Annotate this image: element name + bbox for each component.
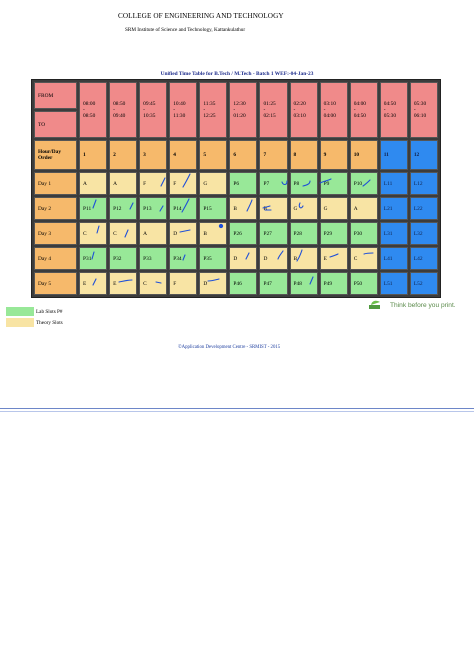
slot-to: 06:10 xyxy=(413,113,427,119)
slot-sep: - xyxy=(293,107,296,113)
slot-cell: P14 xyxy=(169,197,197,220)
slot-cell: E xyxy=(109,272,137,295)
slot-cell: L51 xyxy=(380,272,408,295)
slot-cell: P12 xyxy=(109,197,137,220)
slot-sep: - xyxy=(173,107,176,113)
slot-to: 12:25 xyxy=(203,113,216,119)
slot-cell: P13 xyxy=(139,197,167,220)
slot-cell: P31 xyxy=(79,247,107,270)
slot-cell: C xyxy=(109,222,137,245)
college-title: COLLEGE OF ENGINEERING AND TECHNOLOGY xyxy=(118,12,284,20)
slot-cell: P29 xyxy=(320,222,348,245)
slot-to: 10:35 xyxy=(143,113,156,119)
from-row xyxy=(34,82,438,109)
day-row xyxy=(34,222,438,245)
slot-sep: - xyxy=(383,107,386,113)
slot-cell: C xyxy=(139,272,167,295)
slot-cell: P30 xyxy=(350,222,378,245)
slot-cell: D xyxy=(229,247,257,270)
slot-from: 02:20 xyxy=(293,101,306,107)
slot-time-cell xyxy=(139,82,167,138)
timetable xyxy=(31,79,441,298)
slot-time-cell xyxy=(259,82,287,138)
day-label: Day 4 xyxy=(34,247,77,270)
from-label: FROM xyxy=(34,82,77,109)
slot-sep: - xyxy=(413,107,416,113)
slot-from: 11:35 xyxy=(203,101,216,107)
slot-cell: B xyxy=(259,197,287,220)
slot-cell: P8 xyxy=(290,172,318,195)
slot-cell: P9 xyxy=(320,172,348,195)
footer-credit: ©Application Development Centre - SRMIST - 2015 xyxy=(178,345,281,350)
slot-cell: P27 xyxy=(259,222,287,245)
slot-cell: F xyxy=(139,172,167,195)
day-row xyxy=(34,197,438,220)
order-number: 7 xyxy=(259,140,287,170)
order-number: 12 xyxy=(410,140,438,170)
slot-cell: P46 xyxy=(229,272,257,295)
order-number: 9 xyxy=(320,140,348,170)
slot-cell: L12 xyxy=(410,172,438,195)
theory-slot-swatch xyxy=(6,318,34,327)
slot-cell: B xyxy=(290,247,318,270)
day-row xyxy=(34,247,438,270)
slot-cell: P28 xyxy=(290,222,318,245)
order-number: 5 xyxy=(199,140,227,170)
slot-cell: P10 xyxy=(350,172,378,195)
slot-to: 08:50 xyxy=(83,113,96,119)
slot-sep: - xyxy=(83,107,85,113)
slot-cell: P33 xyxy=(139,247,167,270)
slot-time-cell xyxy=(380,82,408,138)
order-number: 1 xyxy=(79,140,107,170)
slot-time-cell xyxy=(199,82,227,138)
timetable-title: Unified Time Table for B.Tech / M.Tech - Batch 1 WEF:-04-Jan-23 xyxy=(160,71,314,77)
slot-to: 03:10 xyxy=(293,113,306,119)
slot-cell: L32 xyxy=(410,222,438,245)
slot-cell: P48 xyxy=(290,272,318,295)
think-text: Think before you print. xyxy=(390,302,456,309)
slot-from: 09:45 xyxy=(143,101,156,107)
theory-slot-label: Theory Slots xyxy=(36,320,63,326)
day-label: Day 3 xyxy=(34,222,77,245)
slot-cell: B xyxy=(199,222,227,245)
slot-time-cell xyxy=(229,82,257,138)
slot-time-cell xyxy=(109,82,137,138)
order-number: 4 xyxy=(169,140,197,170)
slot-cell: C xyxy=(79,222,107,245)
day-row xyxy=(34,272,438,295)
slot-cell: P47 xyxy=(259,272,287,295)
slot-cell: G xyxy=(199,172,227,195)
slot-to: 05:30 xyxy=(383,113,397,119)
slot-from: 12:30 xyxy=(233,101,246,107)
slot-cell: P34 xyxy=(169,247,197,270)
order-number: 6 xyxy=(229,140,257,170)
slot-cell: F xyxy=(169,172,197,195)
order-label: Hour/Day Order xyxy=(34,140,77,170)
slot-cell: P15 xyxy=(199,197,227,220)
slot-cell: L31 xyxy=(380,222,408,245)
slot-from: 10:40 xyxy=(173,101,186,107)
slot-cell: L42 xyxy=(410,247,438,270)
slot-time-cell xyxy=(410,82,438,138)
slot-cell: P49 xyxy=(320,272,348,295)
slot-sep: - xyxy=(233,107,236,113)
slot-cell: G xyxy=(320,197,348,220)
slot-cell: E xyxy=(320,247,348,270)
order-number: 2 xyxy=(109,140,137,170)
slot-cell: A xyxy=(109,172,137,195)
slot-from: 01:25 xyxy=(263,101,276,107)
slot-cell: P50 xyxy=(350,272,378,295)
slot-cell: F xyxy=(169,272,197,295)
slot-cell: A xyxy=(79,172,107,195)
slot-to: 09:40 xyxy=(113,113,126,119)
slot-to: 11:30 xyxy=(173,113,186,119)
order-number: 11 xyxy=(380,140,408,170)
slot-time-cell xyxy=(290,82,318,138)
order-number: 8 xyxy=(290,140,318,170)
slot-cell: A xyxy=(139,222,167,245)
slot-cell: P35 xyxy=(199,247,227,270)
order-number: 3 xyxy=(139,140,167,170)
slot-to: 02:15 xyxy=(263,113,276,119)
slot-sep: - xyxy=(143,107,145,113)
slot-cell: A xyxy=(350,197,378,220)
slot-cell: C xyxy=(350,247,378,270)
slot-cell: D xyxy=(199,272,227,295)
slot-cell: P32 xyxy=(109,247,137,270)
slot-cell: G xyxy=(290,197,318,220)
page-divider xyxy=(0,408,474,409)
slot-from: 04:00 xyxy=(353,101,366,107)
order-row xyxy=(34,140,438,170)
page-divider-shadow xyxy=(0,411,474,412)
slot-from: 03:10 xyxy=(323,101,336,107)
slot-time-cell xyxy=(79,82,107,138)
slot-from: 08:50 xyxy=(113,101,126,107)
slot-cell: L52 xyxy=(410,272,438,295)
lab-slot-label: Lab Slots P# xyxy=(36,309,63,315)
slot-sep: - xyxy=(353,107,356,113)
institute-name: SRM Institute of Science and Technology, Kattankulathur xyxy=(125,27,246,33)
day-label: Day 1 xyxy=(34,172,77,195)
slot-sep: - xyxy=(113,107,115,113)
slot-cell: P7 xyxy=(259,172,287,195)
to-label: TO xyxy=(34,111,77,138)
slot-time-cell xyxy=(169,82,197,138)
slot-sep: - xyxy=(203,107,206,113)
slot-cell: L22 xyxy=(410,197,438,220)
slot-cell: P11 xyxy=(79,197,107,220)
slot-cell: L21 xyxy=(380,197,408,220)
slot-cell: P26 xyxy=(229,222,257,245)
printer-leaf-icon xyxy=(368,300,384,310)
slot-from: 04:50 xyxy=(383,101,397,107)
slot-cell: D xyxy=(259,247,287,270)
slot-time-cell xyxy=(320,82,348,138)
slot-cell: B xyxy=(229,197,257,220)
slot-to: 01:20 xyxy=(233,113,246,119)
slot-from: 08:00 xyxy=(83,101,96,107)
day-label: Day 5 xyxy=(34,272,77,295)
slot-to: 04:50 xyxy=(353,113,366,119)
slot-from: 05:30 xyxy=(413,101,427,107)
slot-cell: L41 xyxy=(380,247,408,270)
lab-slot-swatch xyxy=(6,307,34,316)
slot-cell: D xyxy=(169,222,197,245)
slot-cell: P6 xyxy=(229,172,257,195)
slot-to: 04:00 xyxy=(323,113,336,119)
slot-sep: - xyxy=(323,107,326,113)
slot-cell: L11 xyxy=(380,172,408,195)
slot-cell: E xyxy=(79,272,107,295)
slot-time-cell xyxy=(350,82,378,138)
slot-sep: - xyxy=(263,107,266,113)
day-label: Day 2 xyxy=(34,197,77,220)
day-row xyxy=(34,172,438,195)
order-number: 10 xyxy=(350,140,378,170)
